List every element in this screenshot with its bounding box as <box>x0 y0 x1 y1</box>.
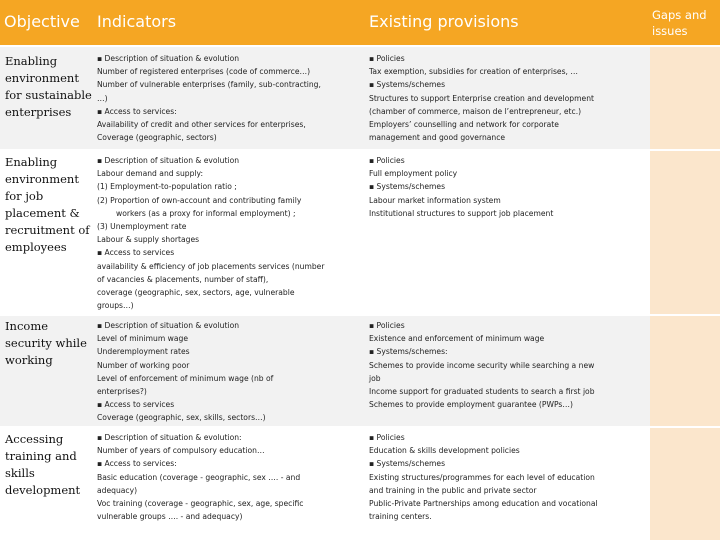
provision-line: Existence and enforcement of minimum wage <box>369 334 545 344</box>
objective-line: placement & <box>5 206 80 220</box>
provision-line: Schemes to provide employment guarantee (PWPs…) <box>369 400 573 410</box>
existing-provisions-cell <box>369 52 647 144</box>
objective-line: for sustainable <box>5 88 92 102</box>
objective-line: training and <box>5 449 77 463</box>
provision-line: Full employment policy <box>369 169 458 179</box>
provision-line: ▪ Systems/schemes <box>369 80 446 90</box>
indicator-line: vulnerable groups …. - and adequacy) <box>97 512 243 522</box>
indicator-line: ▪ Description of situation & evolution: <box>97 433 242 442</box>
provision-line: ▪ Policies <box>369 54 405 63</box>
header-gaps-line: issues <box>652 24 688 38</box>
provision-line: Education & skills development policies <box>369 446 520 456</box>
objective-line: Enabling <box>5 155 58 169</box>
indicator-line: groups…) <box>97 301 134 311</box>
objective-cell <box>5 53 92 121</box>
provision-line: Structures to support Enterprise creation and development <box>369 93 594 103</box>
provision-line: Schemes to provide income security while searching a new <box>369 360 595 370</box>
provision-line: Income support for graduated students to search a first job <box>369 387 595 397</box>
objective-line: environment <box>5 172 79 186</box>
provision-line: Tax exemption, subsidies for creation of enterprises, … <box>369 67 578 77</box>
indicator-line: (3) Unemployment rate <box>97 222 187 232</box>
indicator-line: ▪ Description of situation & evolution <box>97 156 240 165</box>
gaps-cell <box>650 428 720 540</box>
objective-line: for job <box>5 189 44 203</box>
indicator-line: Number of years of compulsory education… <box>97 446 265 456</box>
objective-line: security while <box>5 336 87 350</box>
provision-line: training centers. <box>369 512 432 522</box>
provision-line: Employers’ counselling and network for corporate <box>369 120 559 130</box>
objective-cell <box>5 154 89 256</box>
indicator-line: Basic education (coverage - geographic, sex …. - and <box>97 472 301 482</box>
provision-line: Institutional structures to support job placement <box>369 208 554 218</box>
indicator-line: Level of minimum wage <box>97 334 188 344</box>
indicator-line: (1) Employment-to-population ratio ; <box>97 182 237 192</box>
indicator-line: ▪ Access to services: <box>97 106 177 116</box>
gaps-cell <box>650 47 720 149</box>
existing-provisions-cell <box>369 431 647 523</box>
existing-provisions-cell <box>369 154 647 220</box>
indicator-line: Coverage (geographic, sectors) <box>97 133 217 143</box>
objective-line: employees <box>5 240 67 254</box>
provision-line: ▪ Policies <box>369 433 405 442</box>
indicator-line: ▪ Access to services <box>97 248 175 258</box>
gaps-cell <box>650 316 720 426</box>
objective-line: environment <box>5 71 79 85</box>
objective-line: working <box>5 353 53 367</box>
table-header <box>0 0 720 45</box>
objective-line: skills <box>5 466 35 480</box>
table-row <box>0 428 720 540</box>
indicator-line: Underemployment rates <box>97 347 190 357</box>
indicator-line: Coverage (geographic, sex, skills, sectors…) <box>97 413 266 423</box>
indicator-line: coverage (geographic, sex, sectors, age, vulnerable <box>97 288 295 298</box>
objective-cell <box>5 431 89 499</box>
header-objective: Objective <box>4 12 80 31</box>
table-row <box>0 151 720 314</box>
provision-line: management and good governance <box>369 133 506 143</box>
provision-line: Public-Private Partnerships among education and vocational <box>369 499 598 509</box>
objective-line: Accessing <box>5 432 64 446</box>
indicator-line: Number of vulnerable enterprises (family, sub-contracting, <box>97 80 321 90</box>
indicator-line: (2) Proportion of own-account and contributing family <box>97 195 302 205</box>
indicators-cell <box>97 431 369 523</box>
indicator-line: ▪ Description of situation & evolution <box>97 321 240 330</box>
indicator-line: ▪ Access to services: <box>97 459 177 469</box>
indicator-line: Number of working poor <box>97 360 190 370</box>
indicator-line: workers (as a proxy for informal employment) ; <box>116 208 296 218</box>
table-row <box>0 316 720 426</box>
table-row <box>0 47 720 149</box>
gaps-cell <box>650 151 720 314</box>
indicator-line: adequacy) <box>97 485 138 495</box>
provision-line: Existing structures/programmes for each level of education <box>369 472 595 482</box>
indicators-cell <box>97 52 369 144</box>
objective-line: development <box>5 483 81 497</box>
indicator-line: Labour & supply shortages <box>97 235 200 245</box>
header-existing-provisions: Existing provisions <box>369 12 519 31</box>
provision-line: ▪ Policies <box>369 156 405 165</box>
indicator-line: Level of enforcement of minimum wage (nb of <box>97 373 274 383</box>
existing-provisions-cell <box>369 319 647 411</box>
objective-cell <box>5 318 89 369</box>
indicator-line: ▪ Access to services <box>97 400 175 410</box>
indicator-line: ▪ Description of situation & evolution <box>97 54 240 63</box>
indicators-cell <box>97 154 369 312</box>
objective-line: recruitment of <box>5 223 90 237</box>
indicator-line: availability & efficiency of job placements services (number <box>97 261 325 271</box>
provision-line: Labour market information system <box>369 195 501 205</box>
provision-line: ▪ Systems/schemes <box>369 182 446 192</box>
indicator-line: Availability of credit and other services for enterprises, <box>97 120 306 130</box>
provision-line: and training in the public and private sector <box>369 485 537 495</box>
indicator-line: Labour demand and supply: <box>97 169 204 179</box>
provision-line: (chamber of commerce, maison de l’entrepreneur, etc.) <box>369 106 582 116</box>
indicators-cell <box>97 319 369 425</box>
provision-line: ▪ Policies <box>369 321 405 330</box>
indicator-line: Voc training (coverage - geographic, sex, age, specific <box>97 499 304 509</box>
objective-line: Enabling <box>5 54 58 68</box>
indicator-line: …) <box>97 93 108 103</box>
objective-line: Income <box>5 319 49 333</box>
provision-line: ▪ Systems/schemes: <box>369 347 448 357</box>
provision-line: job <box>369 373 381 383</box>
indicator-line: enterprises?) <box>97 387 147 397</box>
indicator-line: of vacancies & placements, number of staff), <box>97 274 269 284</box>
provision-line: ▪ Systems/schemes <box>369 459 446 469</box>
objective-line: enterprises <box>5 105 72 119</box>
header-indicators: Indicators <box>97 12 177 31</box>
header-gaps-and-issues <box>652 7 707 39</box>
indicator-line: Number of registered enterprises (code of commerce…) <box>97 67 311 77</box>
header-gaps-line: Gaps and <box>652 8 707 22</box>
